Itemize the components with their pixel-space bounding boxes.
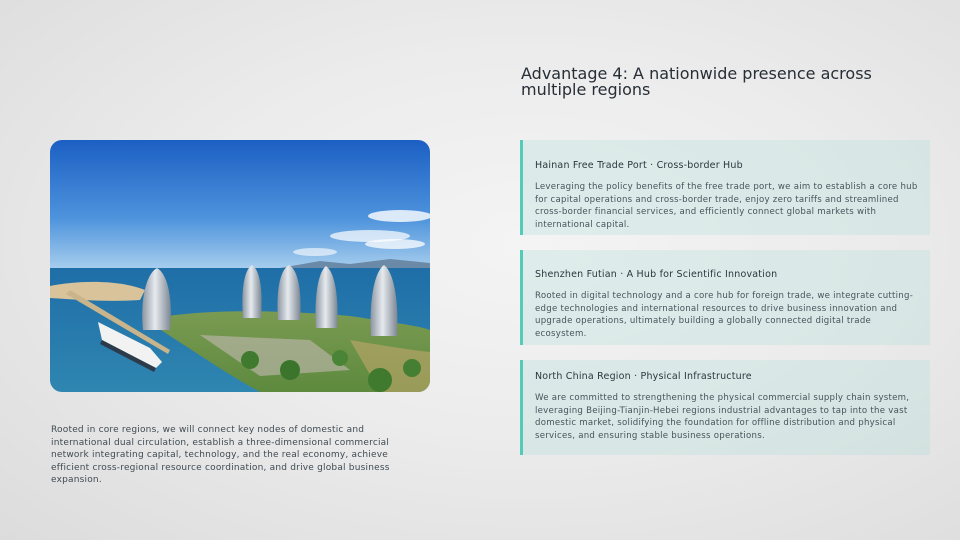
intro-paragraph: Rooted in core regions, we will connect key nodes of domestic and international dual circulation, establish a three-dimensional commercial network integrating capital, technology, and the real economy, achieve efficient cross-regional resource coordination, and drive global business expansion. — [51, 425, 390, 485]
region-card-shenzhen — [520, 250, 930, 345]
card-title: Shenzhen Futian · A Hub for Scientific Innovation — [535, 269, 778, 280]
island-resort-photo — [50, 140, 430, 392]
card-title: Hainan Free Trade Port · Cross-border Hub — [535, 160, 743, 171]
card-text: Leveraging the policy benefits of the free trade port, we aim to establish a core hub for capital operations and cross-border trade, enjoy zero tariffs and streamlined cross-border financial services, and efficiently connect global markets with international capital. — [535, 182, 918, 230]
card-text: We are committed to strengthening the physical commercial supply chain system, leveraging Beijing-Tianjin-Hebei regions industrial advantages to tap into the vast domestic market, solidifying the foundation for offline distribution and physical services, and ensuring stable business operations. — [535, 393, 910, 441]
region-card-hainan — [520, 140, 930, 235]
card-title: North China Region · Physical Infrastructure — [535, 371, 752, 382]
page-title: Advantage 4: A nationwide presence across multiple regions — [521, 64, 872, 99]
card-text: Rooted in digital technology and a core hub for foreign trade, we integrate cutting-edge technologies and international resources to drive business innovation and upgrade operations, ultimately building a globally connected digital trade ecosystem. — [535, 291, 914, 339]
region-card-north-china — [520, 360, 930, 455]
